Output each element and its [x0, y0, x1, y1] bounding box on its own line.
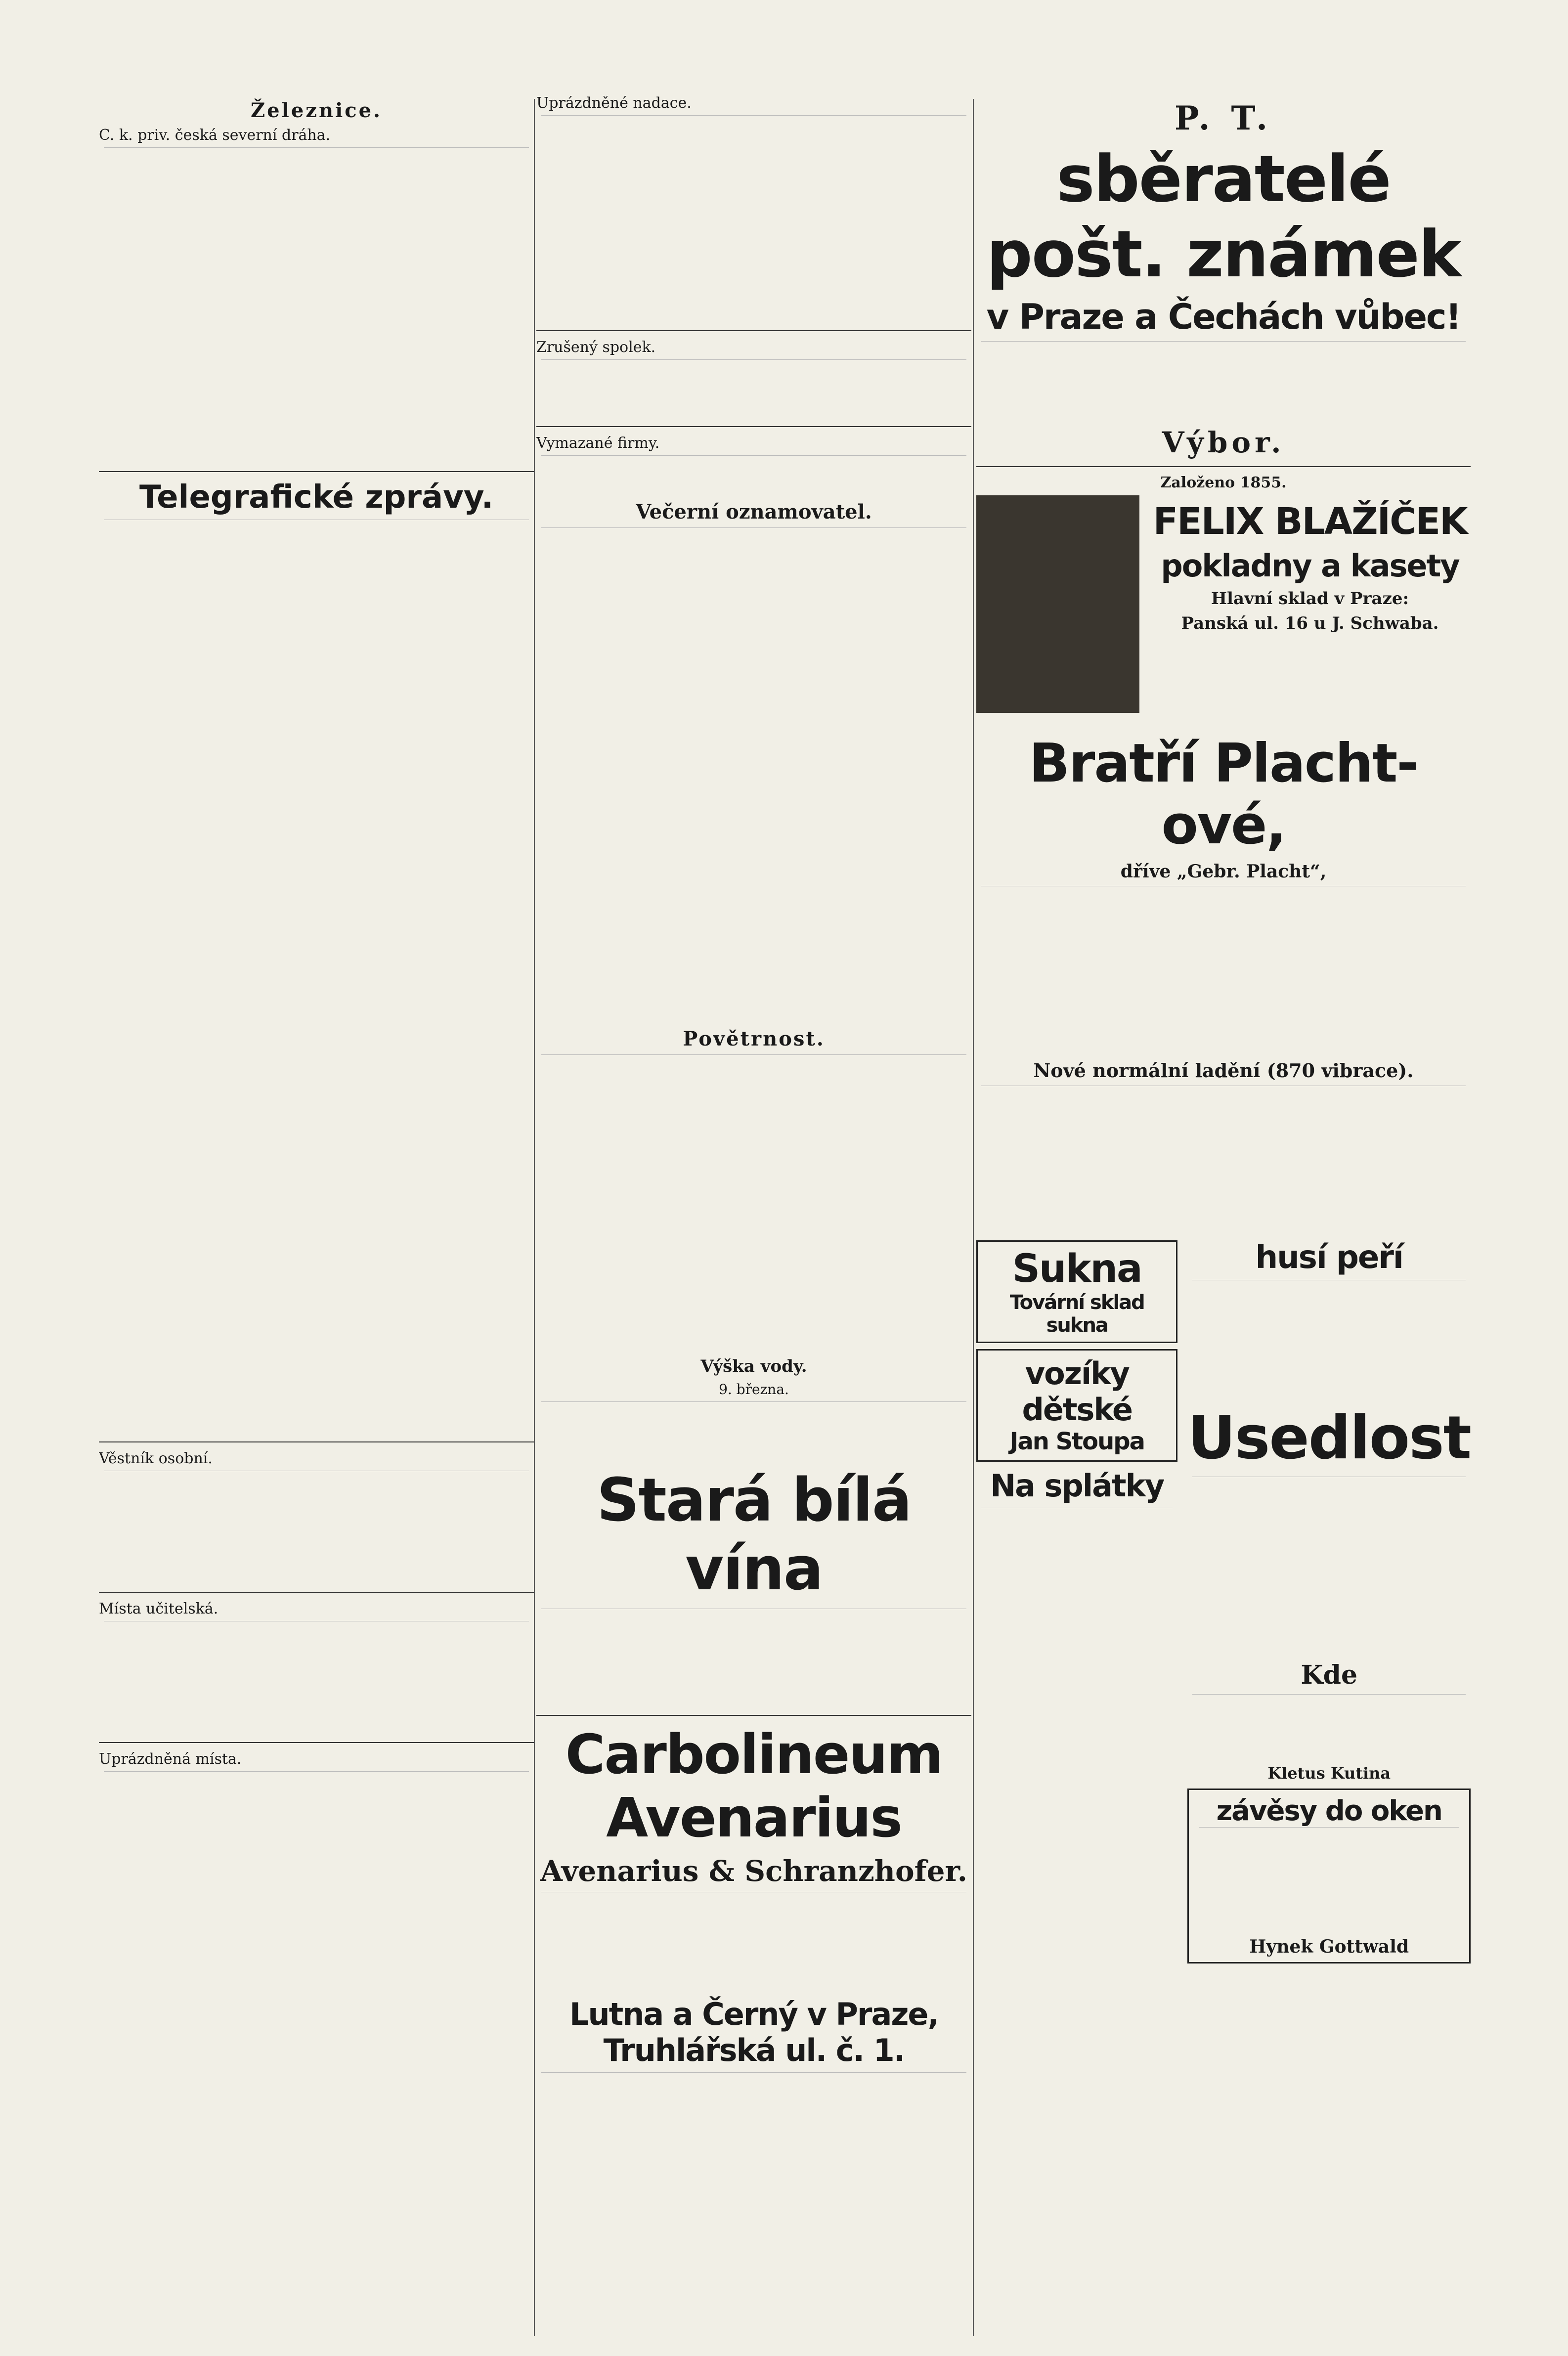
ad-title: Kde — [1301, 1660, 1358, 1690]
section-heading: Povětrnost. — [683, 1027, 825, 1050]
table-block — [541, 1401, 966, 1461]
text-block — [541, 2072, 966, 2241]
ad-title: P. T. — [1174, 99, 1273, 137]
ads-right — [1187, 1234, 1471, 1969]
ads-row — [976, 1234, 1471, 1969]
paragraph-lead: Vymazané firmy. — [536, 435, 660, 452]
ad-title: Carbolineum Avenarius — [565, 1723, 943, 1849]
ad-subtitle: v Praze a Čechách vůbec! — [986, 297, 1461, 337]
text-block — [981, 886, 1466, 1054]
text-block — [104, 1771, 529, 2167]
text-block — [541, 115, 966, 323]
ad-title: FELIX BLAŽÍČEK — [1153, 500, 1467, 543]
ad-title: pokladny a kasety — [1161, 548, 1459, 584]
paragraph-lead: Místa učitelská. — [99, 1600, 218, 1617]
ad-subtitle: Výbor. — [1162, 426, 1285, 459]
ad-subtitle: Panská ul. 16 u J. Schwaba. — [1181, 613, 1439, 633]
ad-subtitle: Nové normální ladění (870 vibrace). — [1033, 1059, 1414, 1082]
ad-subtitle: Avenarius & Schranzhofer. — [540, 1854, 967, 1888]
sukna-ad — [976, 1240, 1177, 1343]
paragraph-lead: C. k. priv. česká severní dráha. — [99, 127, 331, 144]
ad-subtitle: Hynek Gottwald — [1249, 1936, 1409, 1957]
text-block — [104, 1621, 529, 1735]
divider — [99, 1441, 534, 1442]
ad-title: závěsy do oken — [1216, 1795, 1442, 1827]
text-block — [541, 359, 966, 419]
ad-subtitle: Založeno 1855. — [1160, 474, 1287, 491]
subheading: 9. března. — [719, 1381, 789, 1397]
section-heading: Telegrafické zprávy. — [139, 479, 494, 516]
paragraph-lead: Uprázdněná místa. — [99, 1750, 242, 1768]
text-block — [981, 1086, 1466, 1234]
paragraph-lead: Věstník osobní. — [99, 1450, 213, 1467]
divider — [536, 330, 971, 331]
divider — [536, 1715, 971, 1716]
vozik-ad — [976, 1349, 1177, 1462]
divider — [976, 466, 1471, 467]
ad-title: Stará bílá vína — [597, 1466, 911, 1604]
ad-subtitle: Lutna a Černý v Praze, Truhlářská ul. č. 1. — [569, 1996, 939, 2068]
ad-subtitle: Jan Stoupa — [1009, 1428, 1145, 1455]
ad-title: Sukna — [1012, 1247, 1142, 1291]
text-block — [104, 520, 529, 1435]
paragraph-lead: Zrušený spolek. — [536, 339, 656, 356]
text-block — [541, 1609, 966, 1708]
divider — [99, 1592, 534, 1593]
divider — [99, 1742, 534, 1743]
paragraph-lead: Uprázdněné nadace. — [536, 94, 692, 112]
ad-subtitle: Tovární sklad sukna — [1009, 1291, 1144, 1337]
text-block — [541, 1054, 966, 1352]
text-block — [541, 527, 966, 1022]
text-block — [1192, 1477, 1466, 1655]
ad-title: sběratelé pošt. známek — [986, 141, 1461, 292]
text-block — [104, 1471, 529, 1585]
column-rule — [973, 99, 974, 2336]
column-1 — [99, 94, 534, 2341]
text-block — [981, 341, 1466, 421]
divider — [536, 426, 971, 427]
section-heading: Výška vody. — [700, 1356, 807, 1376]
section-heading: Železnice. — [250, 99, 382, 122]
divider — [99, 471, 534, 472]
ad-title: vozíky dětské — [1022, 1355, 1132, 1428]
column-2 — [536, 94, 971, 2341]
ad-subtitle: dříve „Gebr. Placht“, — [1120, 861, 1327, 882]
text-block — [541, 1892, 966, 1991]
text-block — [541, 455, 966, 495]
ad-title: Na splátky — [990, 1468, 1164, 1504]
section-heading: Večerní oznamovatel. — [636, 500, 872, 524]
ads-left — [976, 1234, 1177, 1969]
text-block — [1192, 1694, 1466, 1759]
ad-title: Bratří Placht-ové, — [1029, 733, 1418, 856]
felix-ad — [976, 495, 1471, 728]
safe-illustration — [976, 495, 1139, 713]
text-block — [104, 147, 529, 464]
column-rule — [534, 99, 535, 2336]
zavesy-ad — [1187, 1789, 1471, 1963]
ad-subtitle: Hlavní sklad v Praze: — [1211, 589, 1409, 609]
ad-title: Usedlost — [1187, 1404, 1471, 1473]
ad-title: husí peří — [1255, 1239, 1403, 1276]
ad-subtitle: Kletus Kutina — [1267, 1764, 1391, 1783]
text-block — [1199, 1827, 1459, 1936]
column-3 — [976, 94, 1471, 2341]
text-block — [1192, 1280, 1466, 1399]
text-block — [981, 1508, 1173, 1627]
